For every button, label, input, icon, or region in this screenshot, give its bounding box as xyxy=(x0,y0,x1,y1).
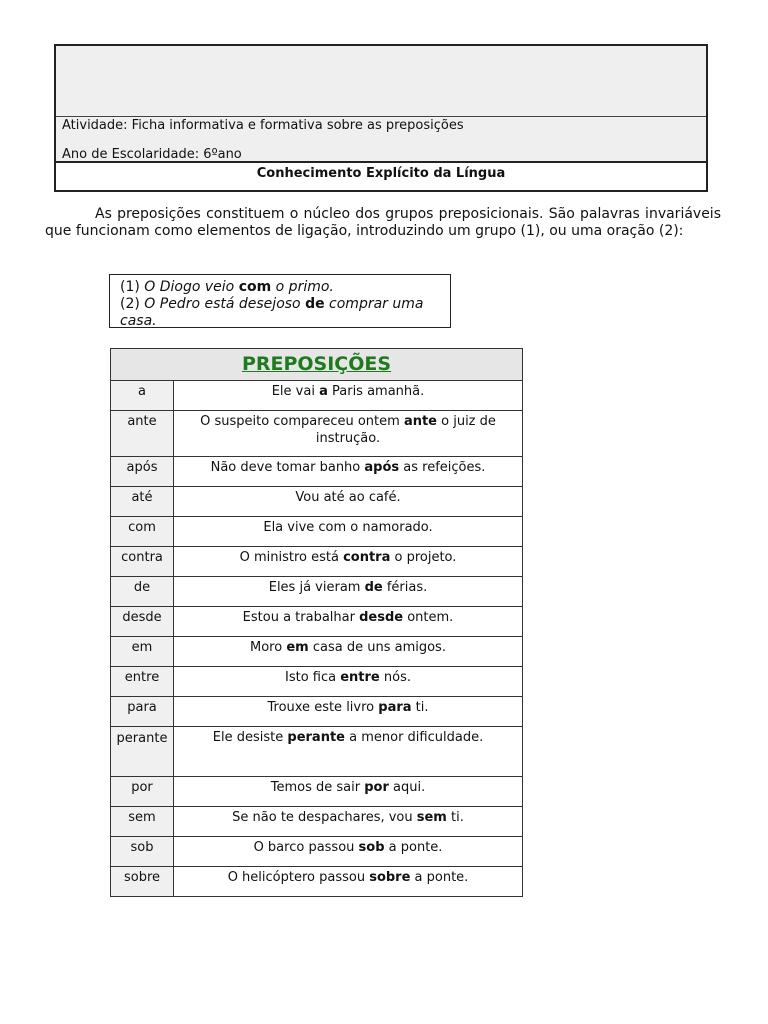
table-row xyxy=(111,487,523,517)
table-row xyxy=(111,777,523,807)
example-cell: O suspeito compareceu ontem ante o juiz de instrução. xyxy=(174,411,523,457)
prepositions-table xyxy=(110,348,523,897)
intro-paragraph: As preposições constituem o núcleo dos grupos preposicionais. São palavras invariáveis que funcionam como elementos de ligação, introduzindo um grupo (1), ou uma oração (2): xyxy=(45,206,721,239)
table-row xyxy=(111,577,523,607)
table-row xyxy=(111,867,523,897)
table-row xyxy=(111,837,523,867)
preposition-cell: entre xyxy=(111,667,174,697)
table-row xyxy=(111,411,523,457)
example-cell: Isto fica entre nós. xyxy=(174,667,523,697)
table-row xyxy=(111,637,523,667)
table-title: PREPOSIÇÕES xyxy=(111,349,523,381)
preposition-cell: por xyxy=(111,777,174,807)
example-cell: Trouxe este livro para ti. xyxy=(174,697,523,727)
preposition-cell: ante xyxy=(111,411,174,457)
preposition-cell: sob xyxy=(111,837,174,867)
table-row xyxy=(111,381,523,411)
table-row xyxy=(111,667,523,697)
example-cell: Eles já vieram de férias. xyxy=(174,577,523,607)
header-logo-area xyxy=(56,46,706,117)
example-cell: Ele vai a Paris amanhã. xyxy=(174,381,523,411)
example-1: (1) O Diogo veio com o primo. xyxy=(120,279,334,295)
example-cell: O helicóptero passou sobre a ponte. xyxy=(174,867,523,897)
table-row xyxy=(111,807,523,837)
example-cell: O ministro está contra o projeto. xyxy=(174,547,523,577)
example-cell: Se não te despachares, vou sem ti. xyxy=(174,807,523,837)
table-row xyxy=(111,697,523,727)
example-cell: Temos de sair por aqui. xyxy=(174,777,523,807)
table-row xyxy=(111,517,523,547)
example-cell: Ele desiste perante a menor dificuldade. xyxy=(174,727,523,777)
preposition-cell: em xyxy=(111,637,174,667)
example-cell: Estou a trabalhar desde ontem. xyxy=(174,607,523,637)
table-row xyxy=(111,607,523,637)
example-cell: Vou até ao café. xyxy=(174,487,523,517)
preposition-cell: contra xyxy=(111,547,174,577)
examples-box xyxy=(109,274,451,328)
grade-text: Ano de Escolaridade: 6ºano xyxy=(62,147,242,162)
example-cell: Moro em casa de uns amigos. xyxy=(174,637,523,667)
preposition-cell: até xyxy=(111,487,174,517)
example-cell: O barco passou sob a ponte. xyxy=(174,837,523,867)
example-cell: Não deve tomar banho após as refeições. xyxy=(174,457,523,487)
table-row xyxy=(111,457,523,487)
subject-title: Conhecimento Explícito da Língua xyxy=(56,163,706,187)
preposition-cell: de xyxy=(111,577,174,607)
document-header xyxy=(54,44,708,192)
preposition-cell: sobre xyxy=(111,867,174,897)
preposition-cell: para xyxy=(111,697,174,727)
example-cell: Ela vive com o namorado. xyxy=(174,517,523,547)
preposition-cell: após xyxy=(111,457,174,487)
preposition-cell: com xyxy=(111,517,174,547)
preposition-cell: perante xyxy=(111,727,174,777)
activity-text: Atividade: Ficha informativa e formativa sobre as preposições xyxy=(62,118,464,133)
preposition-cell: a xyxy=(111,381,174,411)
preposition-cell: desde xyxy=(111,607,174,637)
header-info xyxy=(56,117,706,163)
table-row xyxy=(111,547,523,577)
preposition-cell: sem xyxy=(111,807,174,837)
table-row xyxy=(111,727,523,777)
example-2: (2) O Pedro está desejoso de comprar uma casa. xyxy=(120,296,424,328)
